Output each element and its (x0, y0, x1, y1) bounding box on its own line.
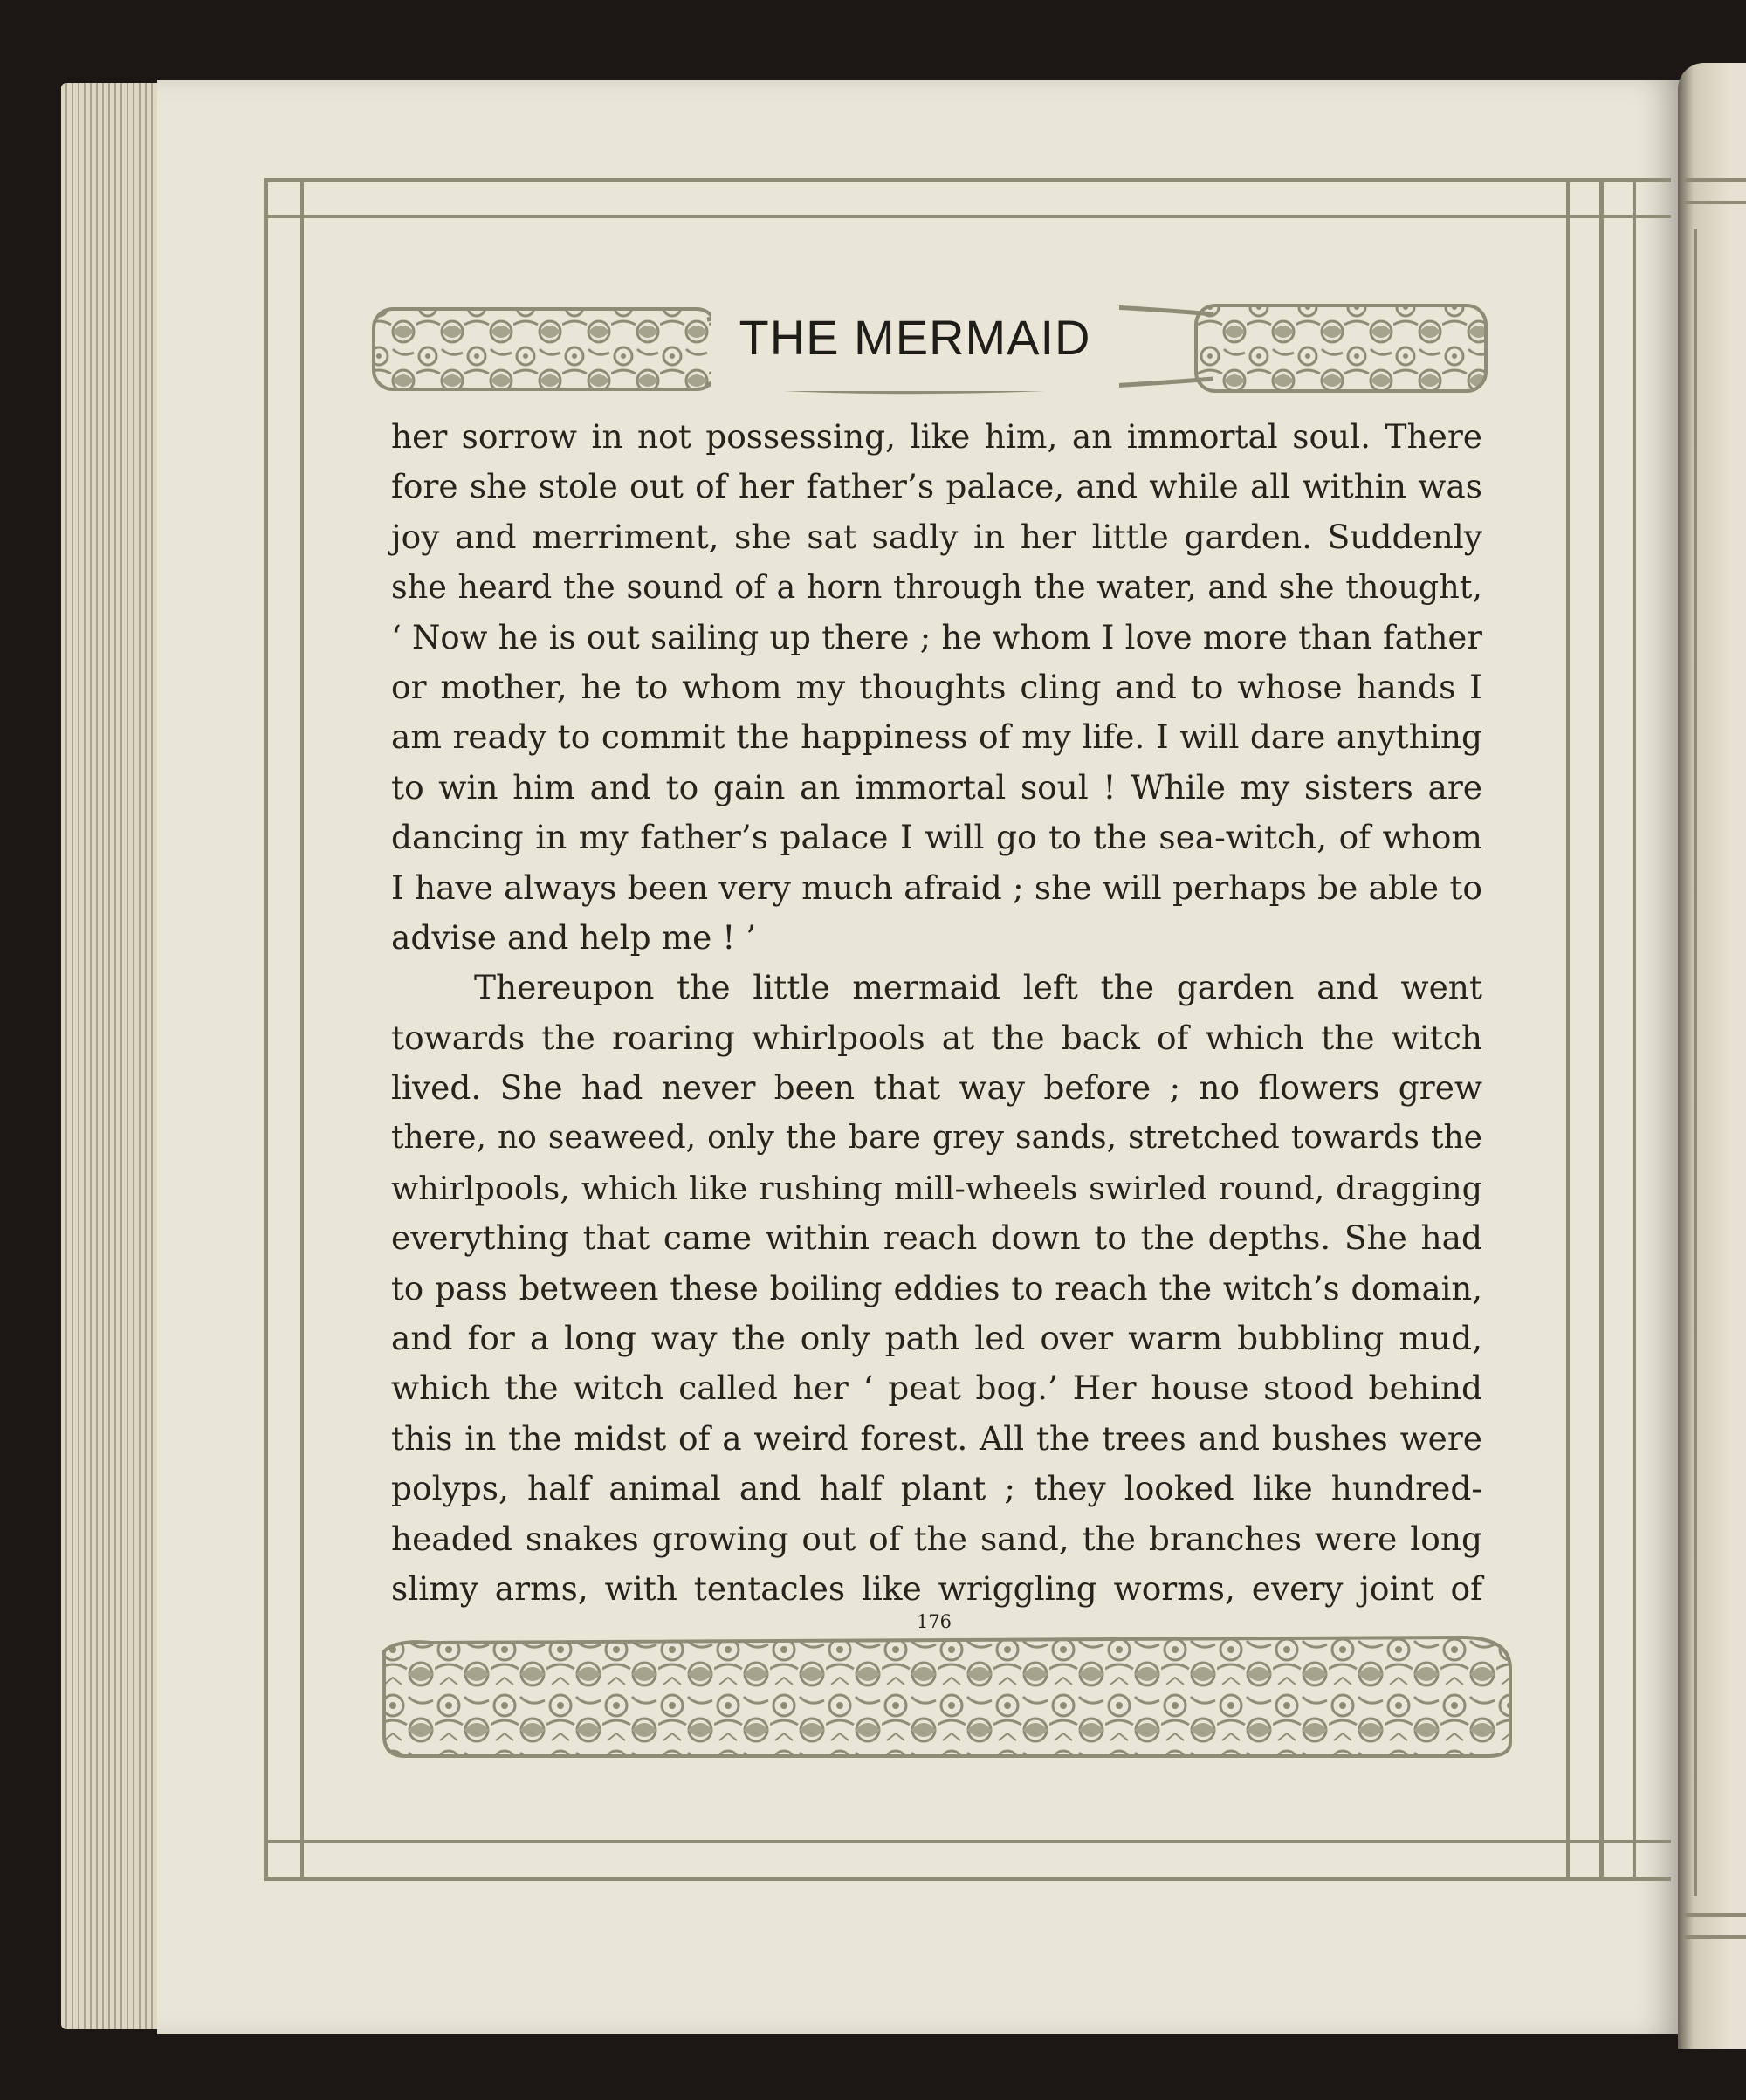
text-line: I have always been very much afraid ; she will perhaps be able to (391, 868, 1482, 907)
text-line: to win him and to gain an immortal soul ! While my sisters are (391, 767, 1482, 806)
text-line: polyps, half animal and half plant ; they looked like hundred- (391, 1469, 1482, 1508)
text-line: towards the roaring whirlpools at the back of which the witch (391, 1018, 1482, 1057)
text-line: she heard the sound of a horn through the water, and she thought, (391, 568, 1482, 607)
page-edges (61, 83, 164, 2029)
text-line: whirlpools, which like rushing mill-wheels swirled round, dragging (391, 1169, 1482, 1207)
text-line: am ready to commit the happiness of my life. I will dare anything (391, 717, 1482, 757)
text-line: her sorrow in not possessing, like him, an immortal soul. There (391, 417, 1482, 456)
text-line: headed snakes growing out of the sand, the branches were long (391, 1519, 1482, 1558)
text-line: joy and merriment, she sat sadly in her little garden. Suddenly (391, 517, 1482, 556)
text-line: to pass between these boiling eddies to reach the witch’s domain, (391, 1269, 1482, 1307)
text-line: or mother, he to whom my thoughts cling and to whose hands I (391, 667, 1482, 706)
text-line: which the witch called her ‘ peat bog.’ Her house stood behind (391, 1369, 1482, 1408)
page-number: 176 (916, 1611, 952, 1632)
text-line: everything that came within reach down to the depths. She had (391, 1218, 1482, 1258)
text-line: there, no seaweed, only the bare grey sands, stretched towards the (391, 1120, 1482, 1156)
text-line: Thereupon the little mermaid left the garden and went (474, 968, 1482, 1007)
text-line: lived. She had never been that way before ; no flowers grew (391, 1068, 1482, 1108)
running-head: THE MERMAID (739, 310, 1091, 365)
text-line: this in the midst of a weird forest. All the trees and bushes were (391, 1418, 1482, 1458)
text-line: slimy arms, with tentacles like wriggling worms, every joint of (391, 1568, 1482, 1608)
text-line: and for a long way the only path led over warm bubbling mud, (391, 1319, 1482, 1358)
text-line: dancing in my father’s palace I will go to the sea-witch, of whom (391, 818, 1482, 857)
text-line: advise and help me ! ’ (391, 917, 757, 957)
facing-page (1678, 63, 1746, 2049)
text-line: ‘ Now he is out sailing up there ; he whom I love more than father (391, 618, 1482, 656)
text-line: fore she stole out of her father’s palace, and while all within was (391, 467, 1482, 506)
body-text (391, 412, 1482, 1614)
footer-ornament (379, 1634, 1516, 1761)
